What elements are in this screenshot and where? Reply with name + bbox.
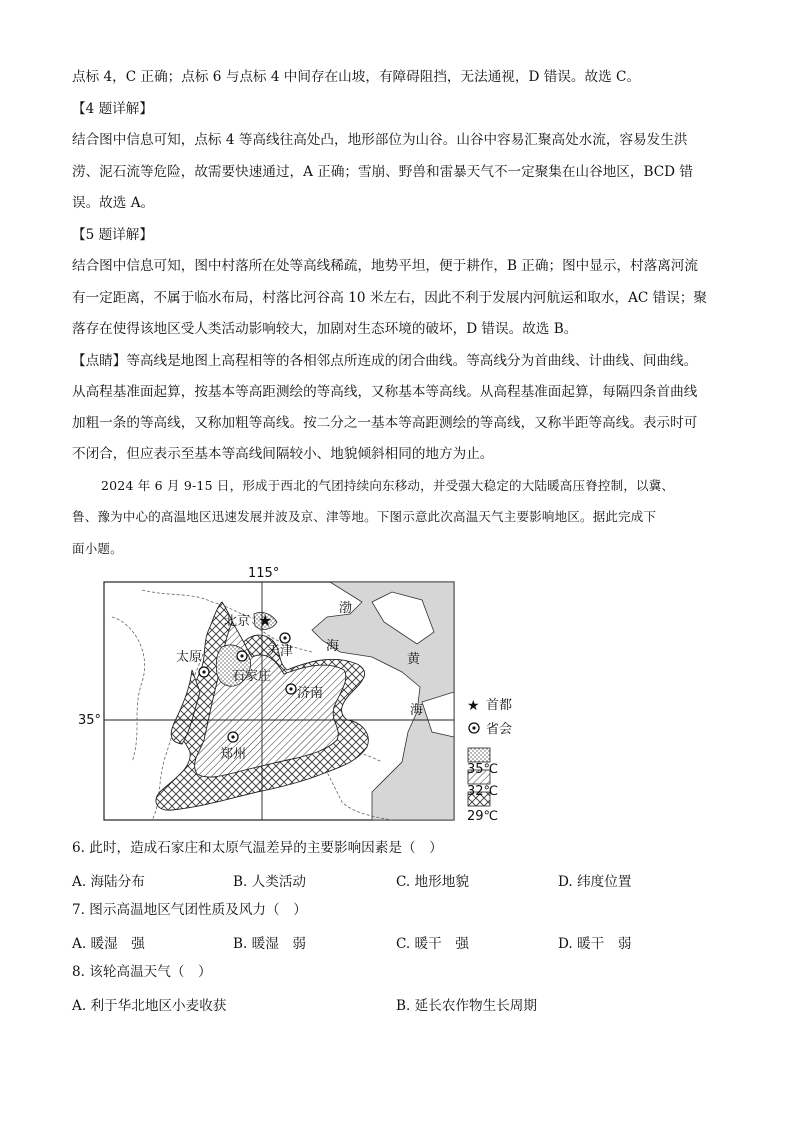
question-8-option-a[interactable]: A. 利于华北地区小麦收获: [72, 998, 227, 1014]
line-1: 点标 4，C 正确；点标 6 与点标 4 中间存在山坡，有障碍阻挡，无法通视，D 错误。故选 C。: [72, 69, 640, 85]
svg-text:首都: 首都: [486, 698, 513, 713]
note-line-4: 不闭合，但应表示至基本等高线间隔较小、地貌倾斜相同的地方为止。: [72, 446, 494, 462]
question-6-option-c[interactable]: C. 地形地貌: [396, 874, 469, 890]
svg-text:天津: 天津: [267, 644, 294, 659]
line-7: 结合图中信息可知，图中村落所在处等高线稀疏，地势平坦，便于耕作，B 正确；图中显示，村落离河流: [72, 258, 699, 274]
legend-star-icon: ★: [467, 698, 480, 714]
heat-map-figure: [72, 562, 532, 828]
question-7-stem: 7. 图示高温地区气团性质及风力（ ）: [72, 902, 307, 918]
note-line-1: 【点睛】等高线是地图上高程相等的各相邻点所连成的闭合曲线。等高线分为首曲线、计曲线、间曲线。: [72, 353, 698, 369]
question-7-option-a[interactable]: A. 暖湿 强: [72, 936, 145, 952]
question-6-option-b[interactable]: B. 人类活动: [233, 874, 307, 890]
note-line-3: 加粗一条的等高线，又称加粗等高线。按二分之一基本等高距测绘的等高线，又称半距等高线。表示时可: [72, 415, 698, 431]
question-7-option-d[interactable]: D. 暖干 弱: [558, 936, 632, 952]
section-heading-4: 【4 题详解】: [72, 101, 153, 117]
passage-line-1: 2024 年 6 月 9-15 日，形成于西北的气团持续向东移动，并受强大稳定的大陆暖高压脊控制，以冀、: [101, 478, 675, 493]
question-6-option-a[interactable]: A. 海陆分布: [72, 874, 145, 890]
sea-label-huang: 黄: [407, 652, 421, 667]
question-7-option-c[interactable]: C. 暖干 强: [396, 936, 469, 952]
map-legend: [467, 697, 512, 824]
question-6-stem: 6. 此时，造成石家庄和太原气温差异的主要影响因素是（ ）: [72, 840, 443, 856]
svg-text:29℃: 29℃: [467, 809, 499, 824]
svg-text:32℃: 32℃: [467, 784, 499, 799]
svg-text:太原: 太原: [176, 650, 203, 665]
svg-text:北京: 北京: [224, 614, 251, 629]
question-8-option-b[interactable]: B. 延长农作物生长周期: [396, 998, 537, 1014]
passage-line-3: 面小题。: [72, 541, 123, 556]
svg-text:郑州: 郑州: [220, 747, 247, 762]
lat-label: 35°: [78, 713, 102, 728]
line-5: 误。故选 A。: [72, 195, 155, 211]
line-8: 有一定距离，不属于临水布局，村落比河谷高 10 米左右，因此不利于发展内河航运和取水，AC 错误；聚: [72, 290, 708, 306]
line-3: 结合图中信息可知，点标 4 等高线往高处凸，地形部位为山谷。山谷中容易汇聚高处水流，容易发生洪: [72, 132, 688, 148]
svg-text:省会: 省会: [486, 722, 513, 737]
section-heading-5: 【5 题详解】: [72, 227, 153, 243]
line-4: 涝、泥石流等危险，故需要快速通过，A 正确；雪崩、野兽和雷暴天气不一定聚集在山谷地区，BCD 错: [72, 164, 693, 180]
sea-label-bo: 渤: [339, 601, 353, 616]
svg-text:济南: 济南: [297, 686, 324, 701]
svg-text:35℃: 35℃: [467, 762, 499, 777]
sea-label-hai-2: 海: [410, 703, 424, 718]
question-8-stem: 8. 该轮高温天气（ ）: [72, 964, 212, 980]
question-6-option-d[interactable]: D. 纬度位置: [558, 874, 632, 890]
svg-text:石家庄: 石家庄: [232, 669, 272, 684]
question-7-option-b[interactable]: B. 暖湿 弱: [233, 936, 307, 952]
note-line-2: 从高程基准面起算，按基本等高距测绘的等高线，又称基本等高线。从高程基准面起算，每隔四条首曲线: [72, 384, 698, 400]
sea-label-hai-1: 海: [326, 639, 340, 654]
passage-line-2: 鲁、豫为中心的高温地区迅速发展并波及京、津等地。下图示意此次高温天气主要影响地区。据此完成下: [72, 509, 657, 524]
city-beijing: [224, 611, 272, 630]
line-9: 落存在使得该地区受人类活动影响较大，加剧对生态环境的破坏，D 错误。故选 B。: [72, 321, 578, 337]
lon-label: 115°: [248, 566, 280, 581]
capital-star-icon: ★: [258, 611, 273, 630]
